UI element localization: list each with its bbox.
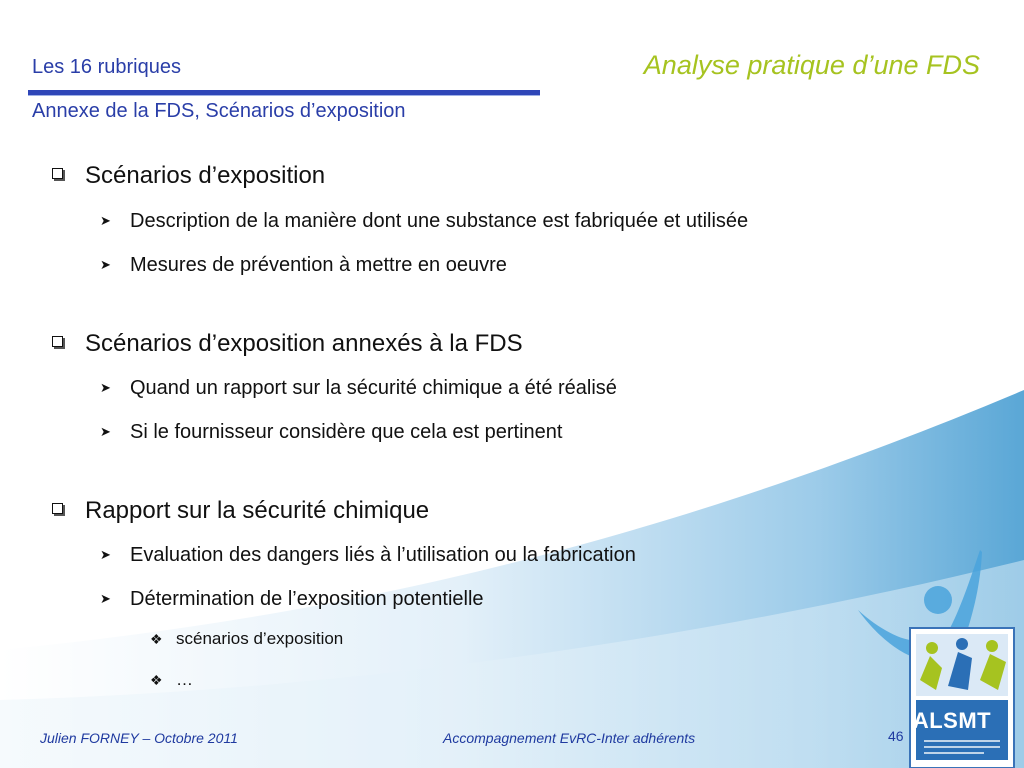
bullet-item-level2: ➤ Quand un rapport sur la sécurité chimique a été réalisé: [100, 377, 617, 399]
bullet-item-level2: ➤ Description de la manière dont une substance est fabriquée et utilisée: [100, 210, 749, 232]
square-bullet-icon: [52, 503, 63, 514]
square-bullet-icon: [52, 336, 63, 347]
logo-text: ALSMT: [912, 708, 992, 733]
bullet-item-level1: Scénarios d’exposition annexés à la FDS: [52, 330, 523, 358]
slide-header: [0, 0, 1024, 140]
bullet-item-level2: ➤ Détermination de l’exposition potentielle: [100, 588, 484, 610]
footer-author-date: Julien FORNEY – Octobre 2011: [40, 730, 238, 746]
bullet-item-level2: ➤ Mesures de prévention à mettre en oeuvre: [100, 254, 507, 276]
bullet-item-level1: Scénarios d’exposition: [52, 162, 325, 190]
arrow-bullet-icon: ➤: [100, 424, 111, 439]
diamond-bullet-icon: ❖: [150, 631, 163, 647]
bullet-item-level1: Rapport sur la sécurité chimique: [52, 497, 429, 525]
page-number: 46: [888, 728, 904, 744]
arrow-bullet-icon: ➤: [100, 257, 111, 272]
bullet-item-level2: ➤ Evaluation des dangers liés à l’utilisation ou la fabrication: [100, 544, 636, 566]
arrow-bullet-icon: ➤: [100, 213, 111, 228]
bullet-item-level2: ➤ Si le fournisseur considère que cela est pertinent: [100, 421, 563, 443]
diamond-bullet-icon: ❖: [150, 672, 163, 688]
arrow-bullet-icon: ➤: [100, 547, 111, 562]
slide-footer: [0, 726, 1024, 756]
header-divider: [28, 90, 540, 96]
section-title: Les 16 rubriques: [32, 56, 181, 78]
arrow-bullet-icon: ➤: [100, 591, 111, 606]
arrow-bullet-icon: ➤: [100, 380, 111, 395]
footer-center-text: Accompagnement EvRC-Inter adhérents: [443, 730, 696, 746]
slide-title: Analyse pratique d’une FDS: [643, 50, 980, 80]
bullet-item-level3: ❖ …: [150, 670, 193, 689]
subsection-title: Annexe de la FDS, Scénarios d’exposition: [32, 100, 406, 122]
bullet-item-level3: ❖ scénarios d’exposition: [150, 629, 344, 648]
square-bullet-icon: [52, 168, 63, 179]
